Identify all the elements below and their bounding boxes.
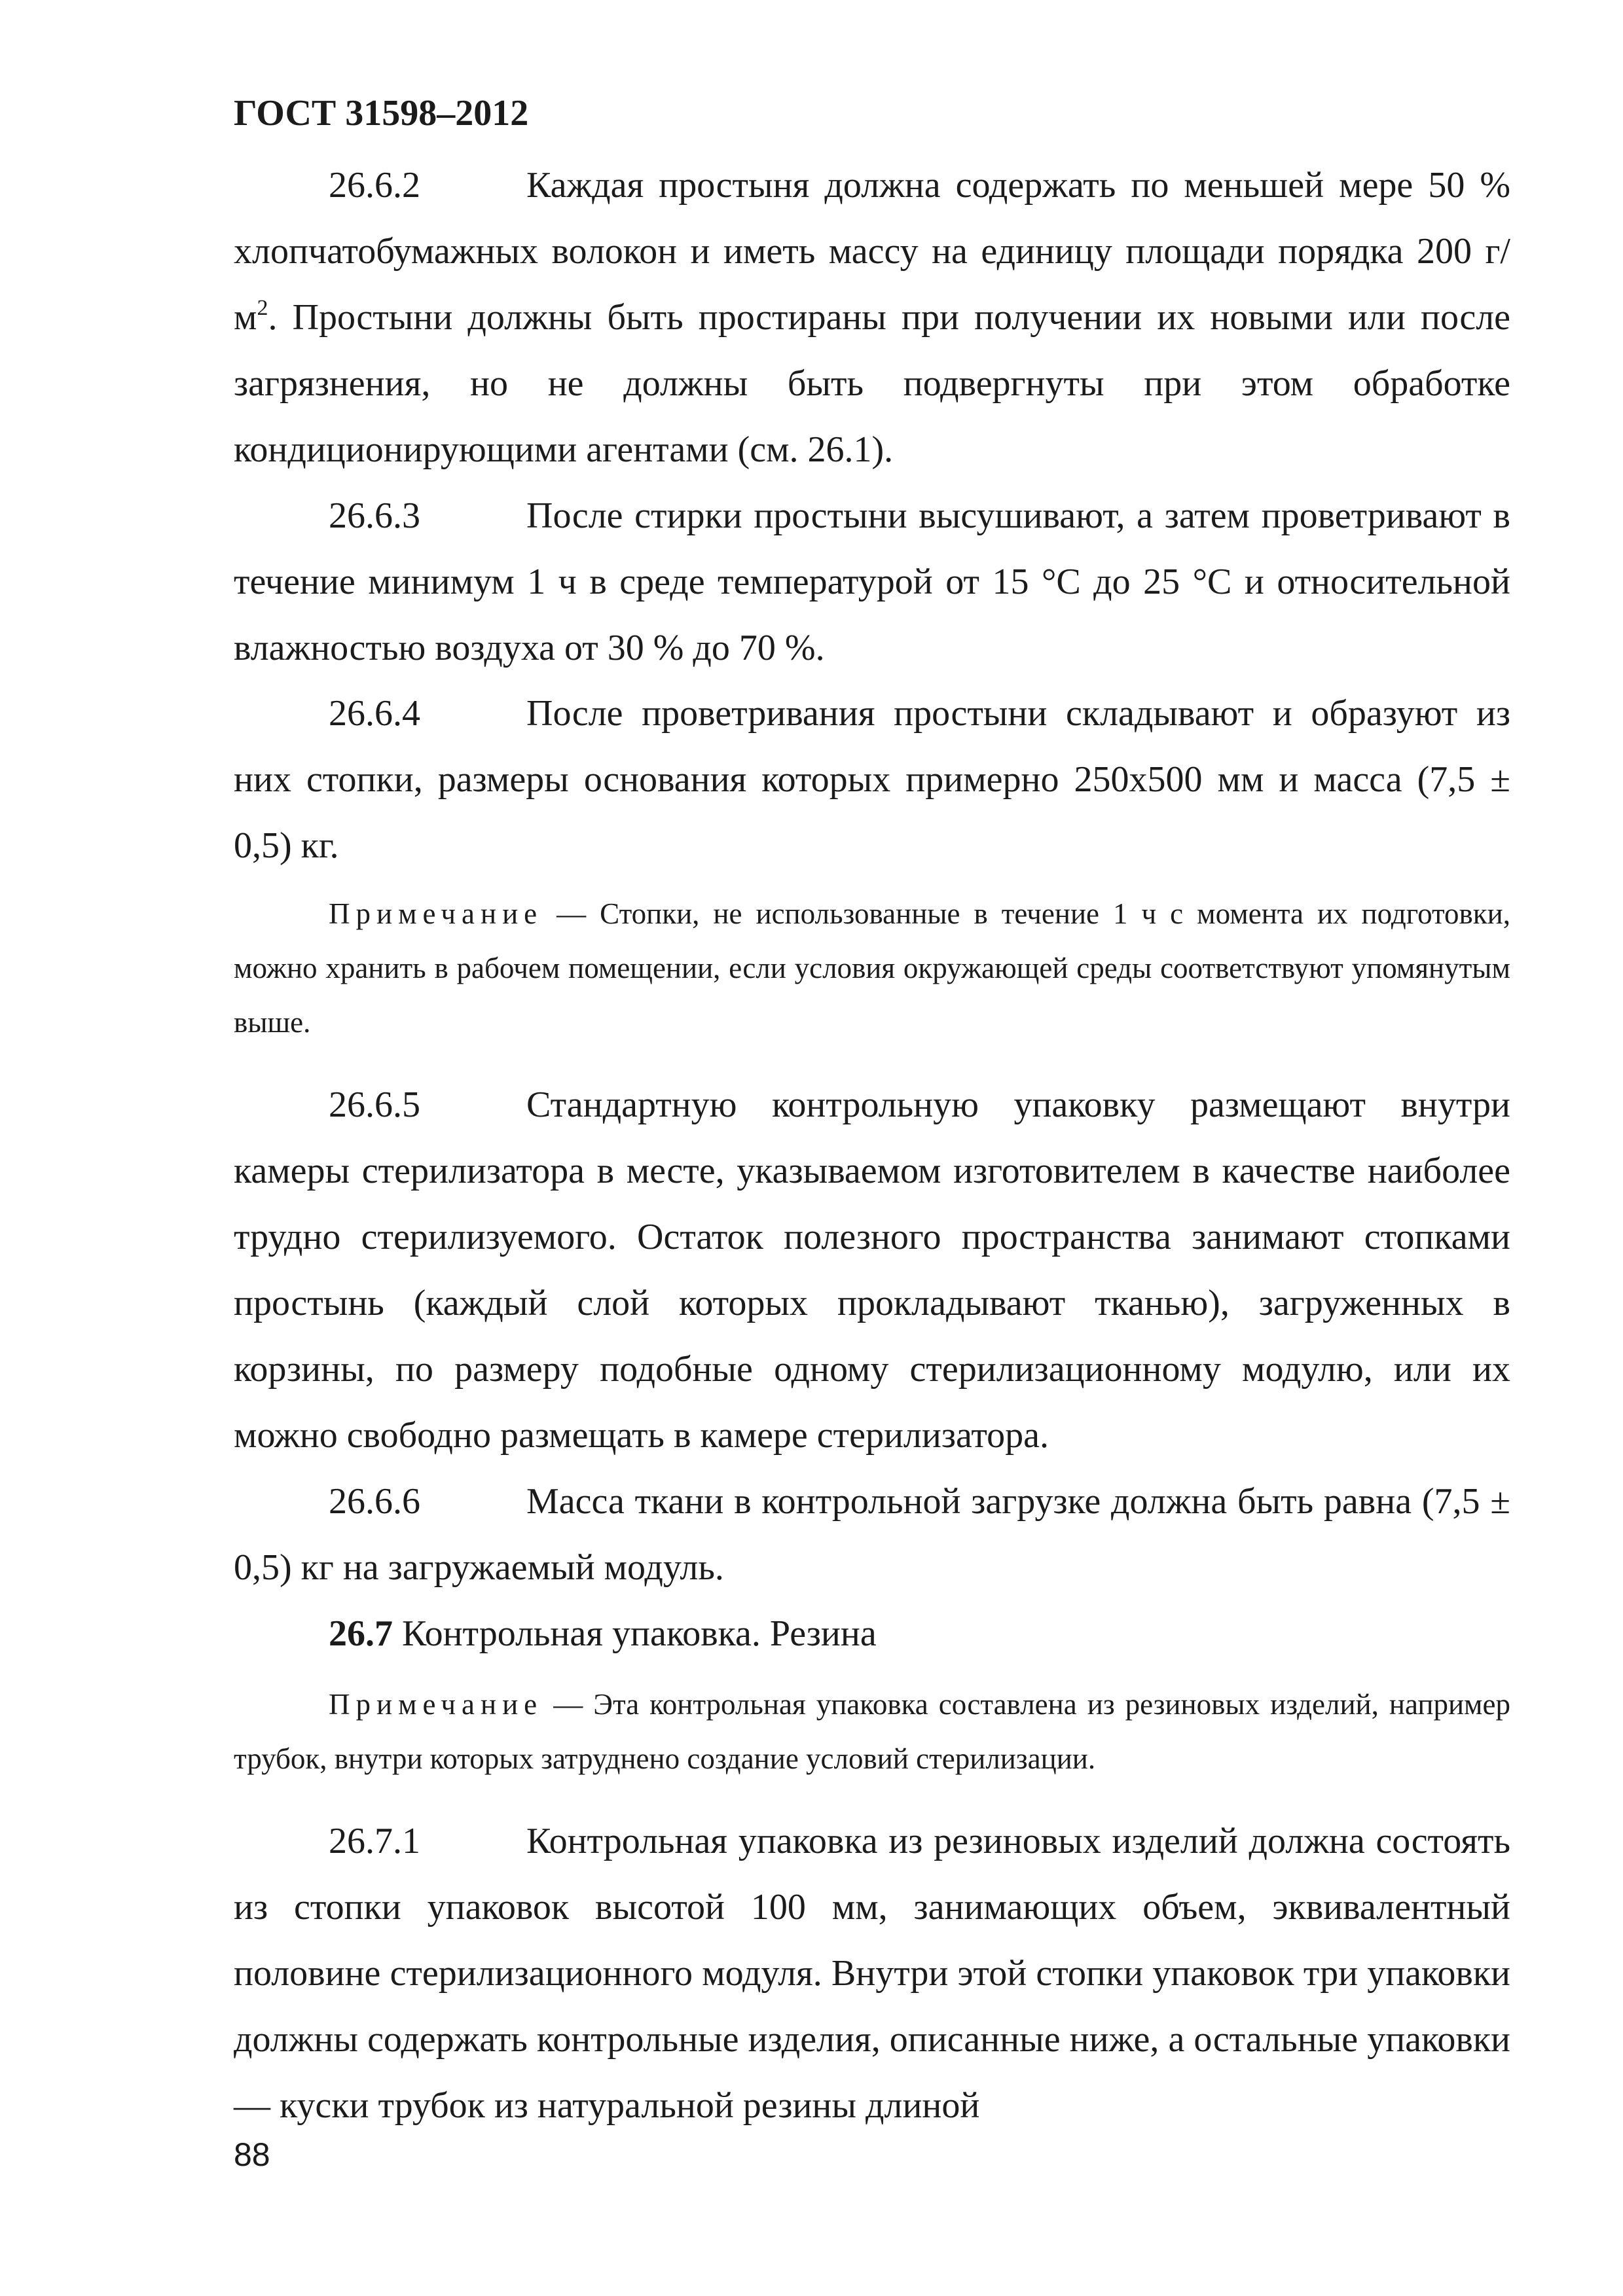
paragraph-26-6-6: [234, 1469, 1510, 1601]
superscript: 2: [257, 296, 268, 320]
clause-number: 26.6.5: [329, 1085, 420, 1125]
clause-text-continued: . Простыни должны быть простираны при получении их новыми или после загрязнения, но не должны быть подвергнуты при этом обработке кондиционирующими агентами (см. 26.1).: [234, 297, 1510, 470]
paragraph-26-6-4: [234, 681, 1510, 879]
clause-number: 26.6.4: [329, 693, 420, 734]
clause-text: Каждая простыня должна содержать по меньшей мере 50 % хлопчатобумажных волокон и иметь массу на единицу площади порядка 200 г/м: [234, 165, 1510, 338]
paragraph-26-6-3: [234, 483, 1510, 681]
clause-number: 26.7.1: [329, 1821, 420, 1861]
paragraph-26-6-5: [234, 1072, 1510, 1469]
clause-text: После стирки простыни высушивают, а затем проветривают в течение минимум 1 ч в среде температурой от 15 °С до 25 °С и относительной влажностью воздуха от 30 % до 70 %.: [234, 495, 1510, 668]
note-text: — Эта контрольная упаковка составлена из резиновых изделий, например трубок, внутри которых затруднено создание условий стерилизации.: [234, 1688, 1511, 1775]
note-1: [234, 887, 1510, 1050]
clause-text: Стандартную контрольную упаковку размещают внутри камеры стерилизатора в месте, указываемом изготовителем в качестве наиболее трудно стерилизуемого. Остаток полезного пространства занимают стопками простынь (каждый слой которых прокладывают тканью), загруженных в корзины, по размеру подобные одному стерилизационному модулю, или их можно свободно размещать в камере стерилизатора.: [234, 1085, 1510, 1456]
paragraph-26-7-1: [234, 1808, 1510, 2139]
clause-text: После проветривания простыни складывают и образуют из них стопки, размеры основания которых примерно 250х500 мм и масса (7,5 ± 0,5) кг.: [234, 693, 1510, 866]
note-label: Примечание: [329, 897, 543, 930]
section-number: 26.7: [329, 1613, 393, 1654]
clause-text: Масса ткани в контрольной загрузке должна быть равна (7,5 ± 0,5) кг на загружаемый модуль.: [234, 1481, 1510, 1588]
paragraph-26-6-2: [234, 152, 1510, 483]
clause-text: Контрольная упаковка из резиновых изделий должна состоять из стопки упаковок высотой 100 мм, занимающих объем, эквивалентный половине стерилизационного модуля. Внутри этой стопки упаковок три упаковки должны содержать контрольные изделия, описанные ниже, а остальные упаковки — куски трубок из натуральной резины длиной: [234, 1821, 1510, 2126]
clause-number: 26.6.3: [329, 495, 420, 536]
clause-number: 26.6.2: [329, 165, 420, 206]
section-title: Контрольная упаковка. Резина: [402, 1613, 877, 1654]
note-2: [234, 1677, 1510, 1786]
clause-number: 26.6.6: [329, 1481, 420, 1522]
page-number: 88: [234, 2136, 270, 2173]
note-label: Примечание: [329, 1688, 543, 1721]
note-text: — Стопки, не использованные в течение 1 ч с момента их подготовки, можно хранить в рабочем помещении, если условия окружающей среды соответствуют упомянутым выше.: [234, 897, 1510, 1039]
section-26-7-heading: [234, 1601, 1510, 1667]
document-header: ГОСТ 31598–2012: [234, 93, 529, 134]
